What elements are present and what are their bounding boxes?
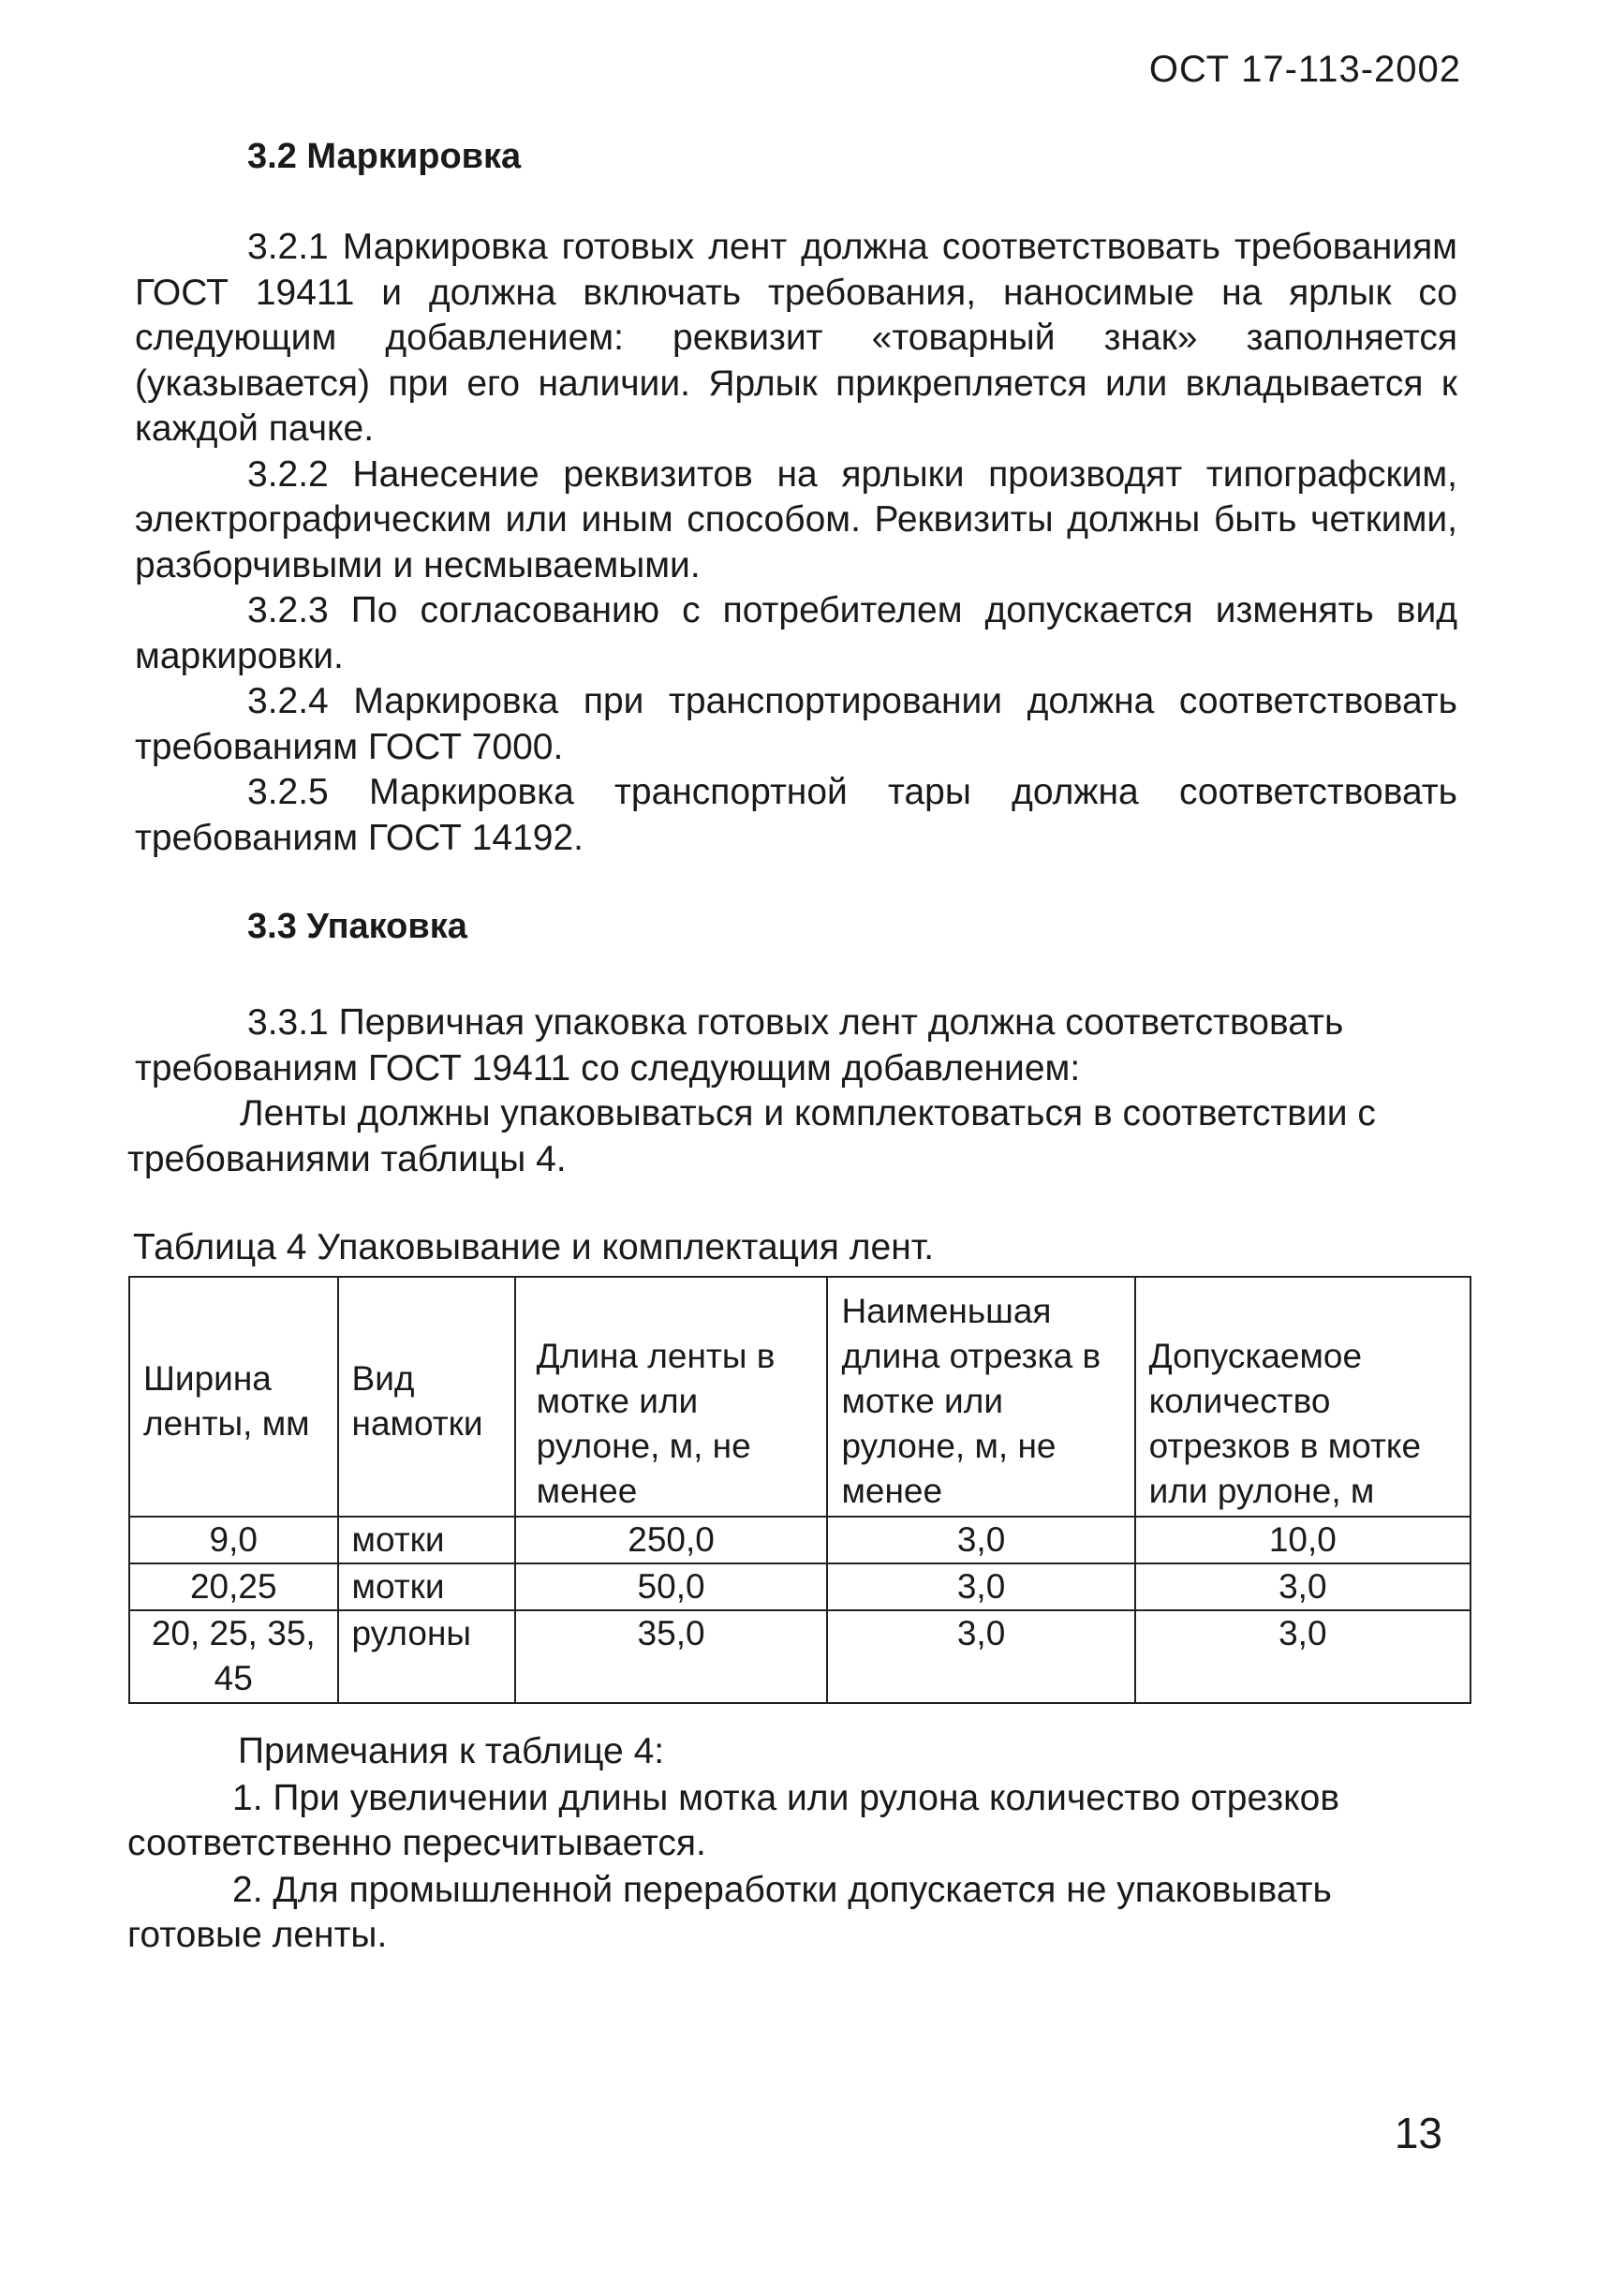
header-cell-width: Ширина ленты, мм: [129, 1277, 338, 1517]
table-cell: 50,0: [515, 1563, 828, 1610]
table-row: [129, 1610, 1471, 1703]
paragraph-3-3-1-continuation: Ленты должны упаковываться и комплектоваться в соответствии с требованиями таблицы 4.: [127, 1093, 1376, 1179]
table-cell: 9,0: [129, 1517, 338, 1563]
table-cell: 3,0: [827, 1517, 1134, 1563]
section-heading-packaging: 3.3 Упаковка: [247, 907, 467, 946]
note-item-1: 1. При увеличении длины мотка или рулона количество отрезков соответственно пересчитывается.: [127, 1778, 1340, 1863]
header-cell-winding-type: Вид намотки: [338, 1277, 515, 1517]
table-cell: 3,0: [827, 1610, 1134, 1703]
header-cell-min-segment-length: Наименьшая длина отрезка в мотке или рулоне, м, не менее: [827, 1277, 1134, 1517]
table-cell: 20,25: [129, 1563, 338, 1610]
section-packaging-body: [127, 1000, 1446, 1182]
paragraph-3-2-5: 3.2.5 Маркировка транспортной тары должна соответствовать требованиям ГОСТ 14192.: [135, 772, 1457, 858]
table-cell: 20, 25, 35, 45: [129, 1610, 338, 1703]
table-row: [129, 1517, 1471, 1563]
table-cell: 3,0: [1135, 1563, 1471, 1610]
table-cell: мотки: [338, 1563, 515, 1610]
table-caption: Таблица 4 Упаковывание и комплектация лент.: [133, 1227, 935, 1267]
table-cell: 35,0: [515, 1610, 828, 1703]
notes-title: Примечания к таблице 4:: [238, 1731, 665, 1771]
packaging-table: [128, 1276, 1471, 1704]
document-code: ОСТ 17-113-2002: [1148, 49, 1461, 90]
table-cell: 3,0: [1135, 1610, 1471, 1703]
section-heading-marking: 3.2 Маркировка: [247, 137, 522, 176]
table-cell: мотки: [338, 1517, 515, 1563]
page-number: 13: [1394, 2109, 1442, 2157]
paragraph-3-3-1: 3.3.1 Первичная упаковка готовых лент должна соответствовать требованиям ГОСТ 19411 со следующим добавлением:: [135, 1002, 1344, 1089]
table-header-row: [129, 1277, 1471, 1517]
table-row: [129, 1563, 1471, 1610]
note-item-2: 2. Для промышленной переработки допускается не упаковывать готовые ленты.: [127, 1870, 1332, 1955]
paragraph-3-2-3: 3.2.3 По согласованию с потребителем допускается изменять вид маркировки.: [135, 590, 1457, 676]
paragraph-3-2-4: 3.2.4 Маркировка при транспортировании должна соответствовать требованиям ГОСТ 7000.: [135, 681, 1457, 767]
paragraph-3-2-1: 3.2.1 Маркировка готовых лент должна соответствовать требованиям ГОСТ 19411 и должна включать требования, наносимые на ярлык со следующим добавлением: реквизит «товарный знак» заполняется (указывается) при его наличии. Ярлык прикрепляется или вкладывается к каждой пачке.: [135, 227, 1457, 449]
table-cell: 10,0: [1135, 1517, 1471, 1563]
header-cell-tape-length: Длина ленты в мотке или рулоне, м, не менее: [515, 1277, 828, 1517]
header-cell-allowed-segments: Допускаемое количество отрезков в мотке или рулоне, м: [1135, 1277, 1471, 1517]
table-notes: [127, 1729, 1457, 1958]
table-cell: 3,0: [827, 1563, 1134, 1610]
paragraph-3-2-2: 3.2.2 Нанесение реквизитов на ярлыки производят типографским, электрографическим или иным способом. Реквизиты должны быть четкими, разборчивыми и несмываемыми.: [135, 453, 1457, 585]
table-cell: 250,0: [515, 1517, 828, 1563]
table-cell: рулоны: [338, 1610, 515, 1703]
section-marking-body: [135, 225, 1457, 861]
